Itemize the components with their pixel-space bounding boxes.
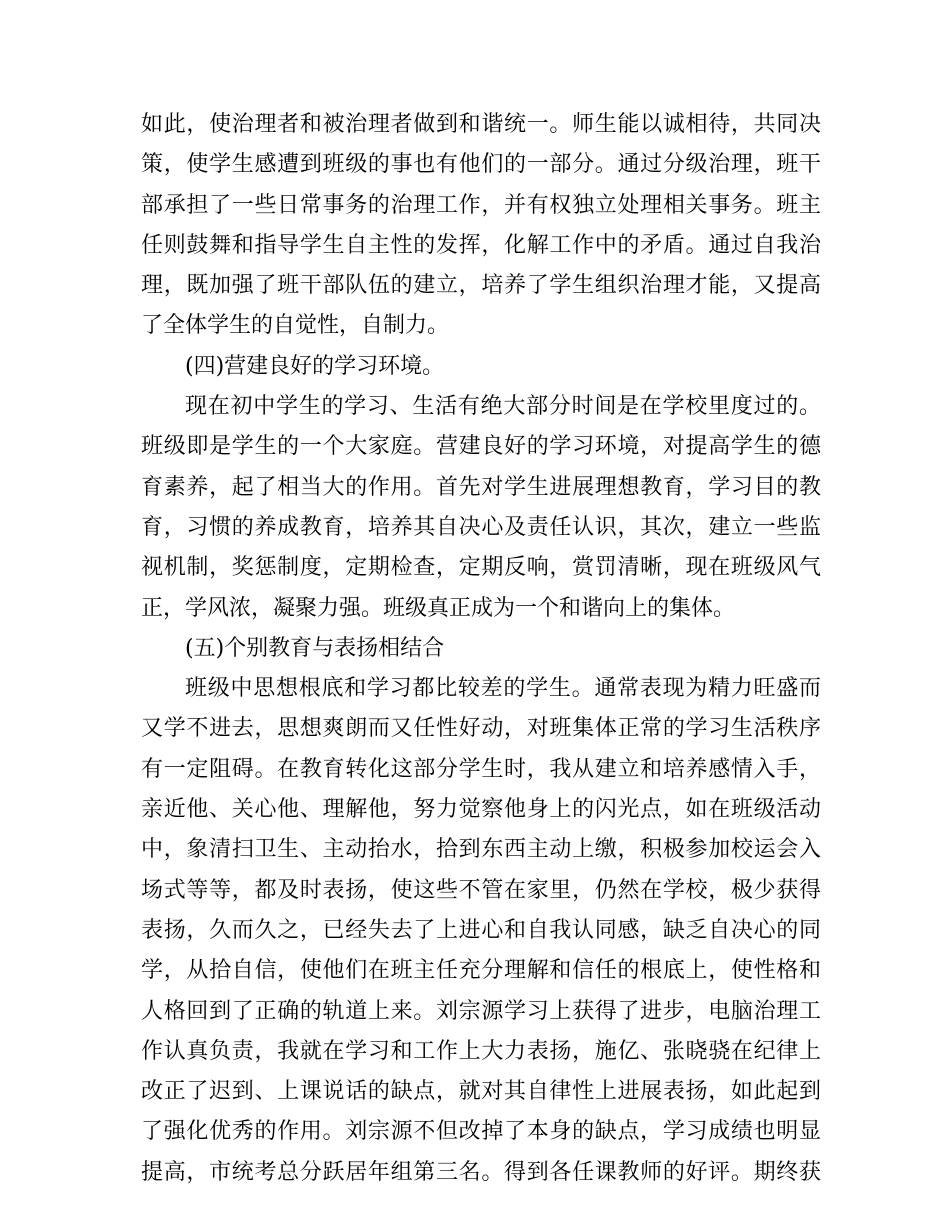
- text-line: 中，象清扫卫生、主动抬水，拾到东西主动上缴，积极参加校运会入: [141, 837, 821, 863]
- text-line: 理，既加强了班干部队伍的建立，培养了学生组织治理才能，又提高: [141, 273, 821, 299]
- text-line: 了强化优秀的作用。刘宗源不但改掉了本身的缺点，学习成绩也明显: [141, 1119, 821, 1145]
- text-line: 视机制，奖惩制度，定期检查，定期反响，赏罚清晰，现在班级风气: [141, 555, 821, 581]
- text-line: 有一定阻碍。在教育转化这部分学生时，我从建立和培养感情入手，: [141, 756, 821, 782]
- text-line: 场式等等，都及时表扬，使这些不管在家里，仍然在学校，极少获得: [141, 877, 821, 903]
- text-line: 班级中思想根底和学习都比较差的学生。通常表现为精力旺盛而: [185, 676, 821, 702]
- text-line: 表扬，久而久之，已经失去了上进心和自我认同感，缺乏自决心的同: [141, 917, 821, 943]
- text-line: 育素养，起了相当大的作用。首先对学生进展理想教育，学习目的教: [141, 474, 821, 500]
- text-line: 如此，使治理者和被治理者做到和谐统一。师生能以诚相待，共同决: [141, 112, 821, 137]
- text-line: 改正了迟到、上课说话的缺点，就对其自律性上进展表扬，如此起到: [141, 1079, 821, 1105]
- text-line: 育，习惯的养成教育，培养其自决心及责任认识，其次，建立一些监: [141, 514, 821, 540]
- text-line: 策，使学生感遭到班级的事也有他们的一部分。通过分级治理，班干: [141, 152, 821, 178]
- text-line: 人格回到了正确的轨道上来。刘宗源学习上获得了进步，电脑治理工: [141, 998, 821, 1024]
- text-line: 现在初中学生的学习、生活有绝大部分时间是在学校里度过的。: [185, 394, 821, 420]
- text-line: 了全体学生的自觉性，自制力。: [141, 313, 450, 339]
- text-line: 任则鼓舞和指导学生自主性的发挥，化解工作中的矛盾。通过自我治: [141, 232, 821, 258]
- section-heading-5: (五)个别教育与表扬相结合: [185, 635, 445, 661]
- text-line: 正，学风浓，凝聚力强。班级真正成为一个和谐向上的集体。: [141, 595, 736, 621]
- text-line: 提高，市统考总分跃居年组第三名。得到各任课教师的好评。期终获: [141, 1159, 821, 1185]
- section-heading-4: (四)营建良好的学习环境。: [185, 353, 445, 379]
- text-line: 作认真负责，我就在学习和工作上大力表扬，施亿、张晓骁在纪律上: [141, 1038, 821, 1064]
- text-line: 班级即是学生的一个大家庭。营建良好的学习环境，对提高学生的德: [141, 434, 821, 460]
- body-text: [141, 105, 821, 1193]
- text-line: 学，从拾自信，使他们在班主任充分理解和信任的根底上，使性格和: [141, 958, 821, 984]
- text-line: 部承担了一些日常事务的治理工作，并有权独立处理相关事务。班主: [141, 192, 821, 218]
- text-line: 又学不进去，思想爽朗而又任性好动，对班集体正常的学习生活秩序: [141, 716, 821, 742]
- text-line: 亲近他、关心他、理解他，努力觉察他身上的闪光点，如在班级活动: [141, 797, 821, 823]
